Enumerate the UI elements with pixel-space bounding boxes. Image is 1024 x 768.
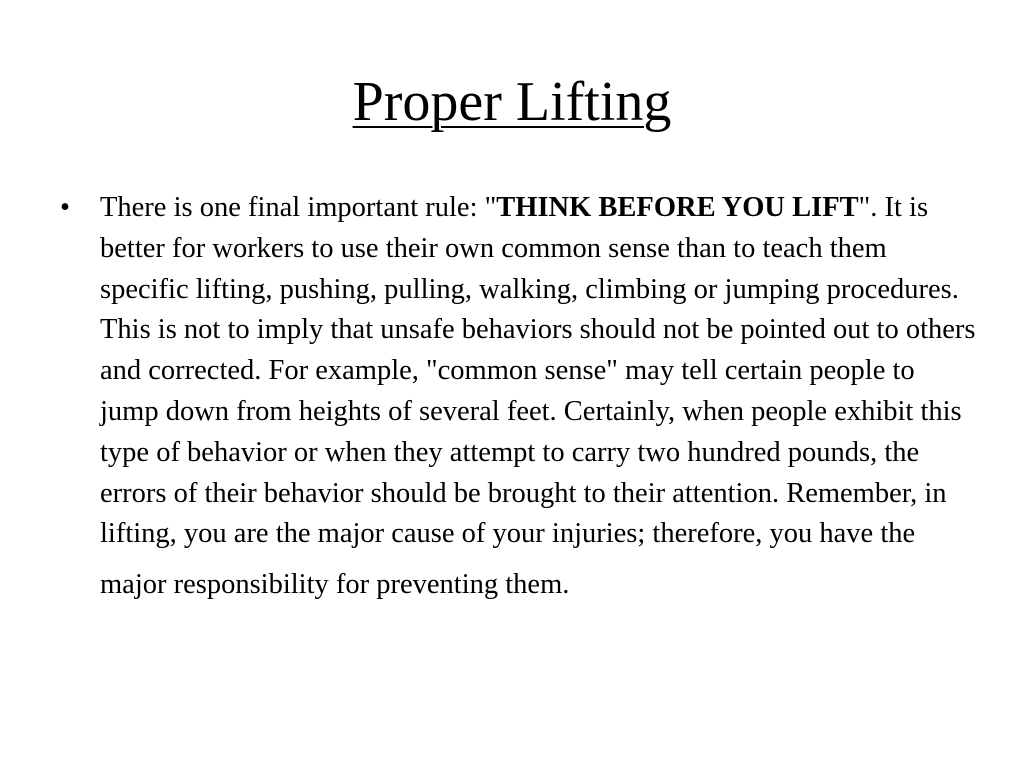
bullet-text-body: ". It is better for workers to use their own common sense than to teach them specific lifting, pushing, pulling, walking, climbing or jumping procedures. This is not to imply that unsafe behaviors should not be pointed out to others and corrected. For example, "common sense" may tell certain people to jump down from heights of several feet. Certainly, when people exhibit this type of behavior or when they attempt to carry two hundred pounds, the errors of their behavior should be brought to their attention. Remember, in lifting, you are the major cause of your injuries; therefore, you have the xyxy=(100,192,976,550)
bullet-list xyxy=(56,188,976,606)
bullet-text-last-line: major responsibility for preventing them. xyxy=(100,569,570,601)
bullet-text-intro: There is one final important rule: " xyxy=(100,192,497,223)
slide-title: Proper Lifting xyxy=(352,71,672,133)
bullet-item xyxy=(56,188,976,606)
bullet-text-emphasis: THINK BEFORE YOU LIFT xyxy=(496,192,859,223)
bullet-icon: • xyxy=(60,192,70,223)
